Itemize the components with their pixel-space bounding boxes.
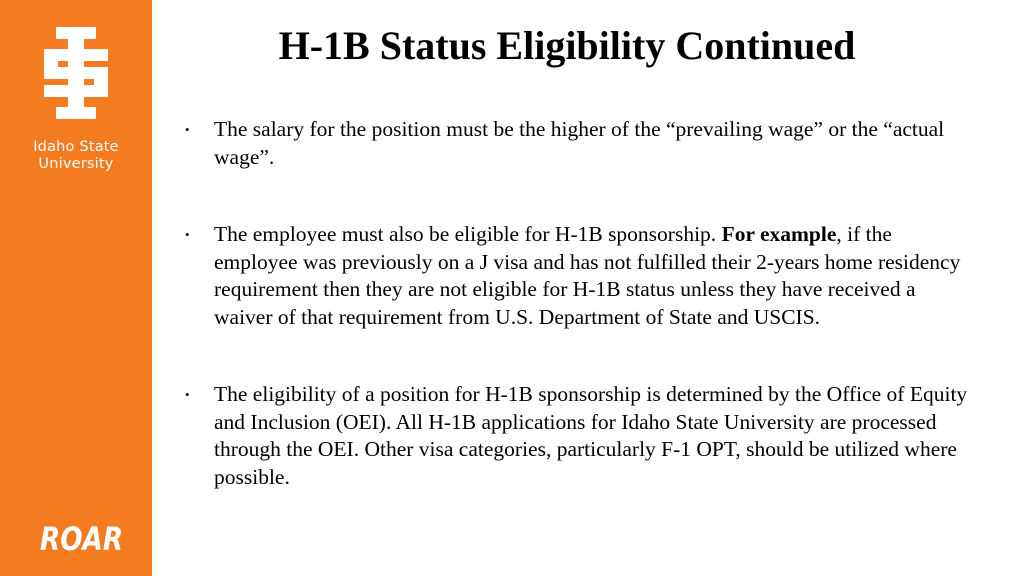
bullet-emphasis: For example [721,222,837,246]
slide-title: H-1B Status Eligibility Continued [278,23,856,68]
bullet-text-after: , if the employee was previously on a J visa and has not fulfilled their 2-years home residency requirement then they are not eligible for H-1B status unless they have received a waiver of that requirement from U.S. Department of State and USCIS. [214,222,961,329]
university-name-line2: University [38,156,114,172]
roar-tagline: ROAR [40,520,124,558]
bullet-item-sponsorship [185,221,975,331]
university-name [0,139,152,173]
sidebar [0,0,152,576]
bullet-item-eligibility [185,381,975,491]
bullet-item-salary [185,116,975,171]
bullet-list [185,116,975,491]
bullet-text: The eligibility of a position for H-1B sponsorship is determined by the Office of Equity and Inclusion (OEI). All H-1B applications for Idaho State University are processed through the OEI. Other visa categories, particularly F-1 OPT, should be utilized where possible. [214,382,968,489]
bullet-text-before: The employee must also be eligible for H-1B sponsorship. [214,222,722,246]
university-name-line1: Idaho State [33,139,119,155]
isu-logo-icon [42,27,110,119]
bullet-text: The salary for the position must be the higher of the “prevailing wage” or the “actual wage”. [214,117,945,169]
